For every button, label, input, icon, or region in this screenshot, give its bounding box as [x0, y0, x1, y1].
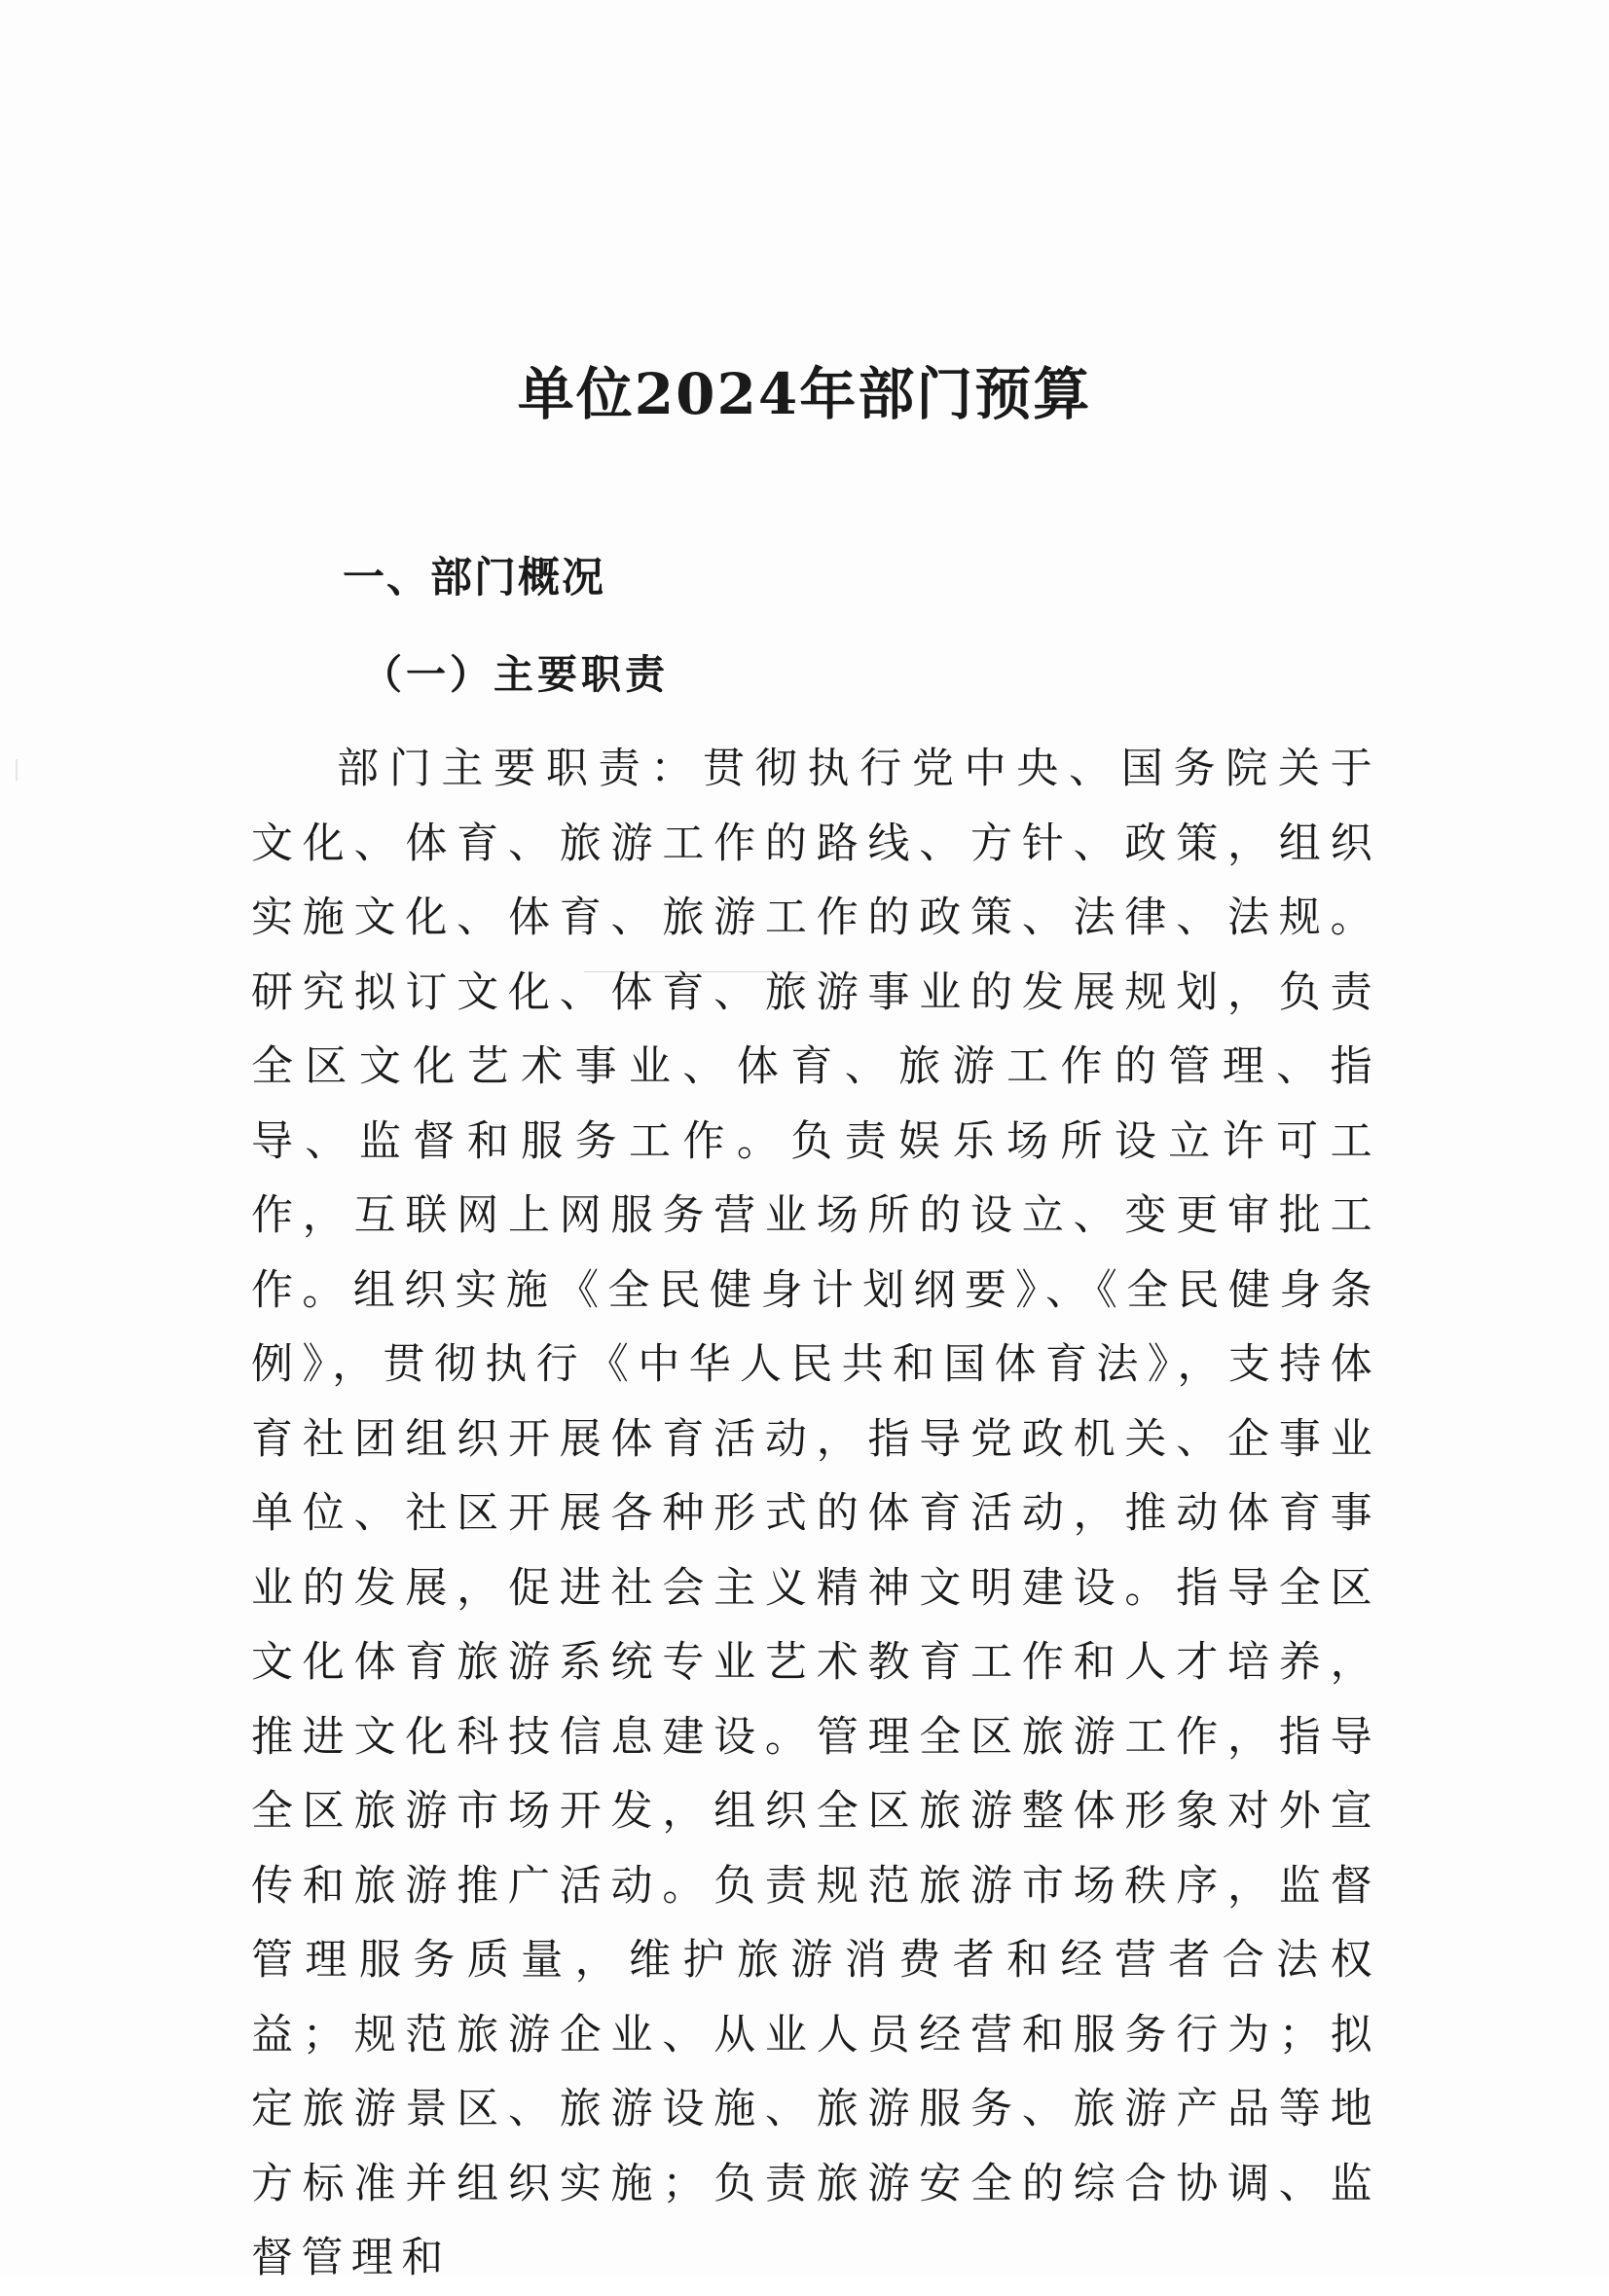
scan-artifact: [16, 759, 18, 781]
body-paragraph: 部门主要职责：贯彻执行党中央、国务院关于文化、体育、旅游工作的路线、方针、政策，组织实施文化、体育、旅游工作的政策、法律、法规。研究拟订文化、体育、旅游事业的发展规划，负责全区文化艺术事业、体育、旅游工作的管理、指导、监督和服务工作。负责娱乐场所设立许可工作，互联网上网服务营业场所的设立、变更审批工作。组织实施《全民健身计划纲要》、《全民健身条例》，贯彻执行《中华人民共和国体育法》，支持体育社团组织开展体育活动，指导党政机关、企事业单位、社区开展各种形式的体育活动，推动体育事业的发展，促进社会主义精神文明建设。指导全区文化体育旅游系统专业艺术教育工作和人才培养，推进文化科技信息建设。管理全区旅游工作，指导全区旅游市场开发，组织全区旅游整体形象对外宣传和旅游推广活动。负责规范旅游市场秩序，监督管理服务质量，维护旅游消费者和经营者合法权益；规范旅游企业、从业人员经营和服务行为；拟定旅游景区、旅游设施、旅游服务、旅游产品等地方标准并组织实施；负责旅游安全的综合协调、监督管理和: [251, 745, 1380, 2282]
section-heading: 一、部门概况: [343, 554, 605, 602]
document-title: 单位2024年部门预算: [517, 361, 1092, 427]
subsection-heading: （一）主要职责: [362, 651, 669, 698]
